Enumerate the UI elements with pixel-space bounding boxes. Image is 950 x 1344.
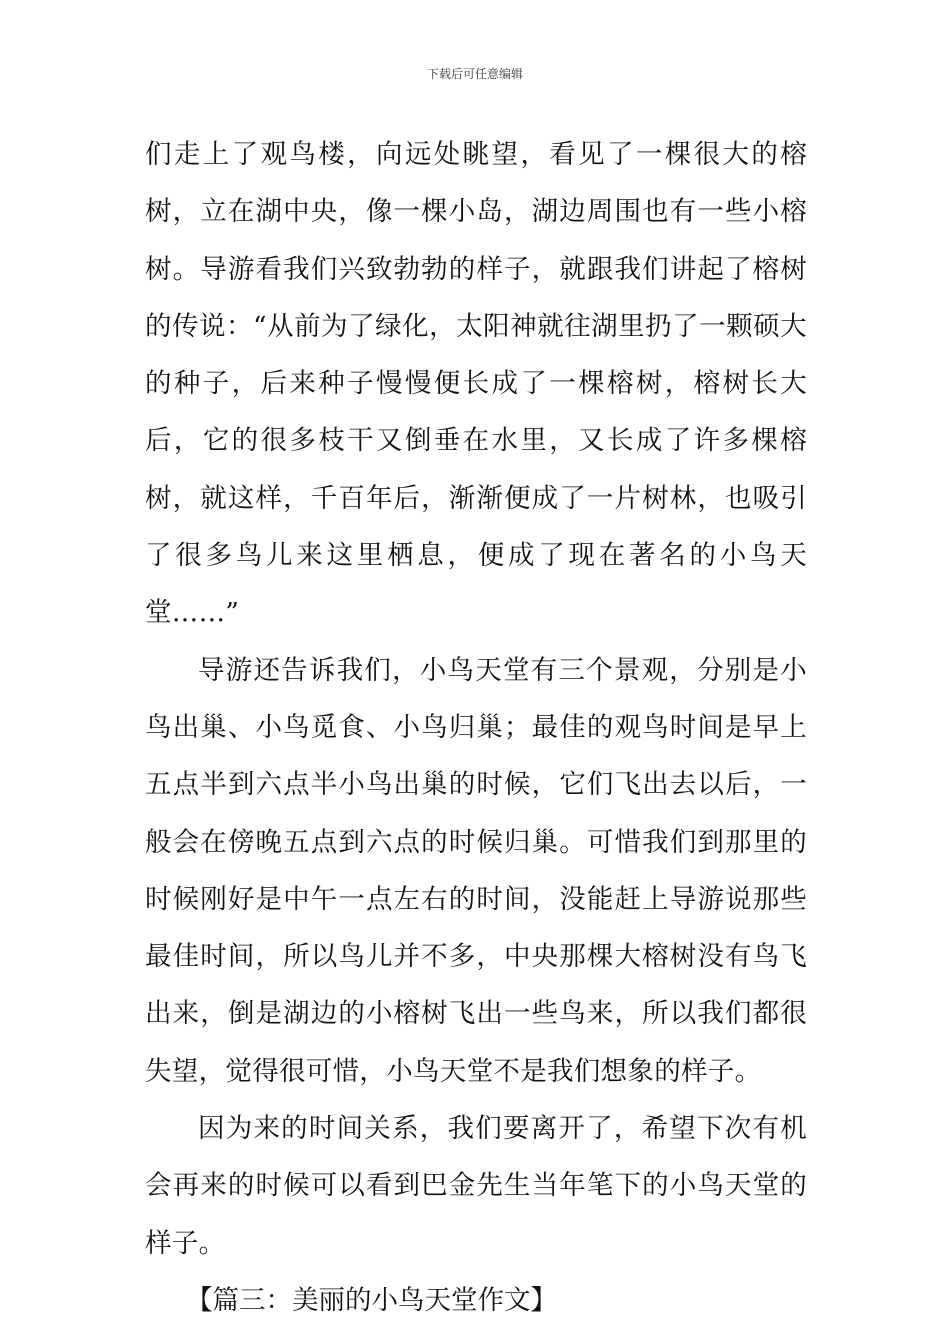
page-header: 下载后可任意编辑	[426, 67, 523, 81]
document-body	[145, 126, 807, 1329]
paragraph-guide-info: 导游还告诉我们，小鸟天堂有三个景观，分别是小鸟出巢、小鸟觅食、小鸟归巢；最佳的观鸟时间是早上五点半到六点半小鸟出巢的时候，它们飞出去以后，一般会在傍晚五点到六点的时候归巢。可惜我们到那里的时候刚好是中午一点左右的时间，没能赶上导游说那些最佳时间，所以鸟儿并不多，中央那棵大榕树没有鸟飞出来，倒是湖边的小榕树飞出一些鸟来，所以我们都很失望，觉得很可惜，小鸟天堂不是我们想象的样子。	[145, 654, 807, 1087]
section-heading: 【篇三：美丽的小鸟天堂作文】	[186, 1284, 557, 1316]
paragraph-continuation: 们走上了观鸟楼，向远处眺望，看见了一棵很大的榕树，立在湖中央，像一棵小岛，湖边周围也有一些小榕树。导游看我们兴致勃勃的样子，就跟我们讲起了榕树的传说：“从前为了绿化，太阳神就往湖里扔了一颗硕大的种子，后来种子慢慢便长成了一棵榕树，榕树长大后，它的很多枝干又倒垂在水里，又长成了许多棵榕树，就这样，千百年后，渐渐便成了一片树林，也吸引了很多鸟儿来这里栖息，便成了现在著名的小鸟天堂……”	[145, 139, 807, 629]
paragraph-leaving: 因为来的时间关系，我们要离开了，希望下次有机会再来的时候可以看到巴金先生当年笔下的小鸟天堂的样子。	[145, 1113, 807, 1259]
